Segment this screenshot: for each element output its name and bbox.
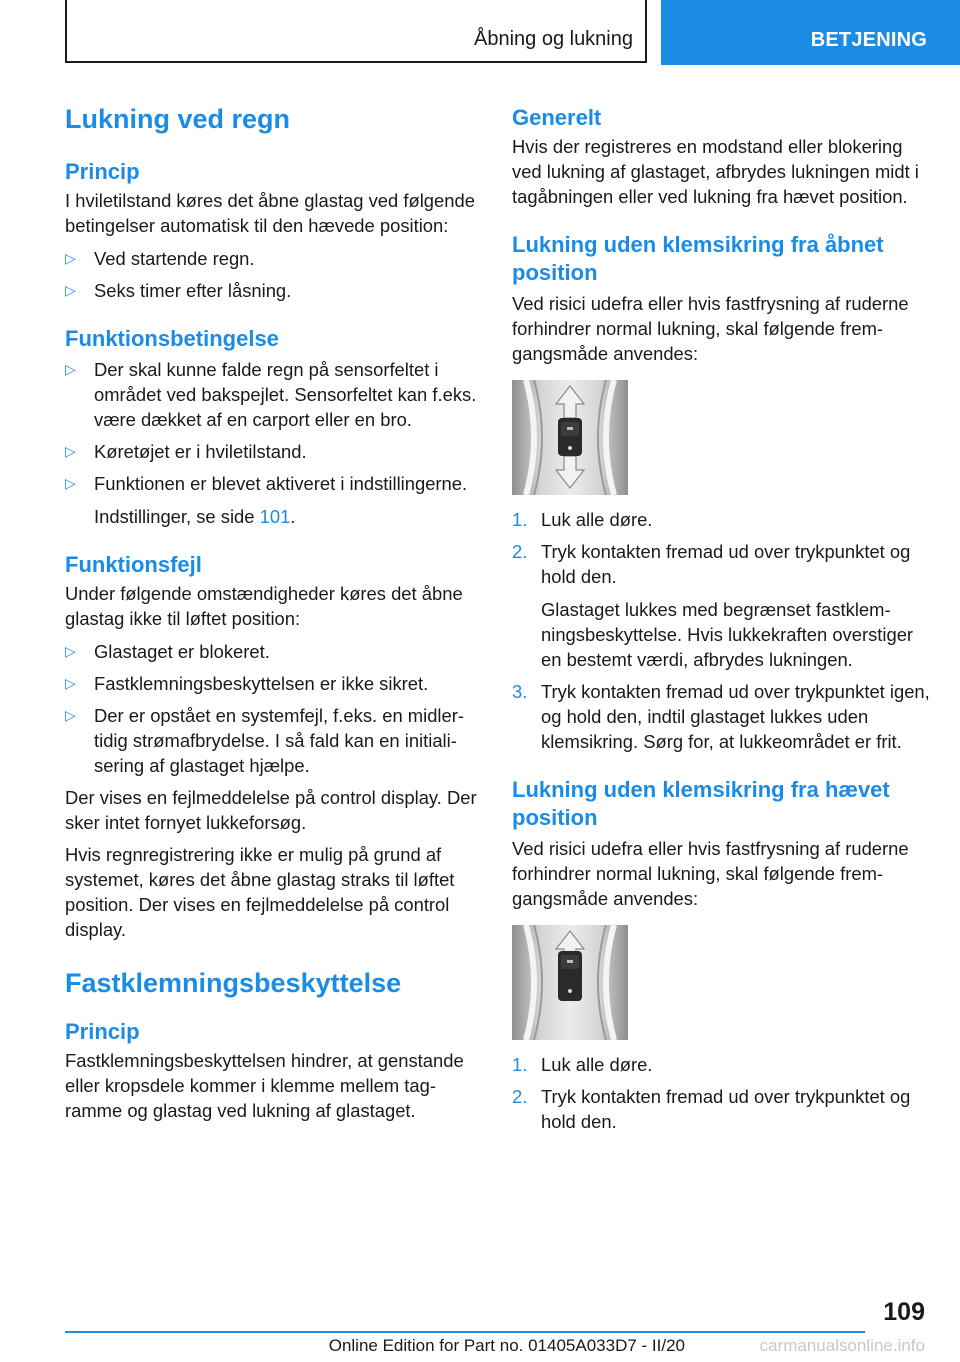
triangle-bullet-icon: ▷ bbox=[65, 282, 76, 298]
right-column bbox=[512, 100, 930, 1134]
footer-rule bbox=[65, 1331, 865, 1333]
list-item: 1. Luk alle døre. bbox=[512, 1054, 653, 1075]
list-item: ▷ Fastklemningsbeskyttelsen er ikke sikret. bbox=[65, 673, 429, 694]
list-item: ▷ Glastaget er blokeret. bbox=[65, 641, 270, 662]
heading-lukning-haevet: Lukning uden klemsikring fra hævet position bbox=[512, 777, 890, 830]
heading-princip: Princip bbox=[65, 159, 140, 184]
heading-lukning-aabnet: Lukning uden klemsikring fra åbnet position bbox=[512, 232, 884, 285]
funktionsfejl-list bbox=[65, 639, 480, 778]
haevet-text: Ved risici udefra eller hvis fastfrysning af ruderne forhindrer normal lukning, skal følgende fremgangsmåde anvendes: bbox=[512, 838, 909, 909]
section-title: Åbning og lukning bbox=[473, 28, 633, 50]
list-item: ▷ Funktionen er blevet aktiveret i indstillingerne. Indstillinger, se side 101. bbox=[65, 471, 480, 529]
aabnet-text: Ved risici udefra eller hvis fastfrysning af ruderne forhindrer normal lukning, skal følgende fremgangsmåde anvendes: bbox=[512, 293, 909, 364]
settings-reference: Indstillinger, se side 101. bbox=[94, 506, 296, 527]
left-column bbox=[65, 100, 480, 1123]
list-item: 3. Tryk kontakten fremad ud over trykpunktet igen, og hold den, indtil glastaget lukkes uden klemsikring. Sørg for, at lukkeområdet er frit. bbox=[512, 681, 930, 752]
heading-fastklemningsbeskyttelse: Fastklemningsbeskyttelse bbox=[65, 968, 402, 998]
generelt-text: Hvis der registreres en modstand eller blokering ved lukning af glastaget, afbrydes lukningen midt i tagåbningen eller ved lukning fra hævet position. bbox=[512, 136, 919, 207]
funktionsfejl-text: Under følgende omstændigheder køres det åbne glastag ikke til løftet position: bbox=[65, 583, 463, 629]
funktionsbetingelse-list bbox=[65, 357, 480, 529]
roof-switch-illustration-2 bbox=[512, 925, 628, 1040]
list-item: ▷ Der er opstået en systemfejl, f.eks. en midlertidig strømafbrydelse. I så fald kan en initialisering af glastaget hjælpe. bbox=[65, 705, 464, 776]
roof-switch-image bbox=[512, 380, 628, 495]
princip-list bbox=[65, 246, 480, 303]
triangle-bullet-icon: ▷ bbox=[65, 361, 76, 377]
list-item: ▷ Der skal kunne falde regn på sensorfeltet i området ved bakspejlet. Sensorfeltet kan f.eks. være dækket af en carport eller en bro. bbox=[65, 359, 477, 430]
roof-switch-image-2 bbox=[512, 925, 628, 1040]
triangle-bullet-icon: ▷ bbox=[65, 475, 76, 491]
princip2-text: Fastklemningsbeskyttelsen hindrer, at genstande eller kropsdele kommer i klemme mellem tagramme og glastag ved lukning af glastaget. bbox=[65, 1050, 464, 1121]
watermark: carmanualsonline.info bbox=[759, 1336, 925, 1355]
list-item: ▷ Seks timer efter låsning. bbox=[65, 280, 292, 301]
list-item: 2. Tryk kontakten fremad ud over trykpunktet og hold den. bbox=[512, 1086, 911, 1132]
funktionsfejl-para2: Hvis regnregistrering ikke er mulig på grund af systemet, køres det åbne glastag straks til løftet position. Der vises en fejlmeddelelse på control display. bbox=[65, 844, 455, 940]
heading-generelt: Generelt bbox=[512, 105, 602, 130]
heading-princip-2: Princip bbox=[65, 1019, 140, 1044]
triangle-bullet-icon: ▷ bbox=[65, 250, 76, 266]
list-item: 1. Luk alle døre. bbox=[512, 509, 653, 530]
triangle-bullet-icon: ▷ bbox=[65, 643, 76, 659]
aabnet-steps bbox=[512, 507, 930, 754]
triangle-bullet-icon: ▷ bbox=[65, 675, 76, 691]
heading-lukning-ved-regn: Lukning ved regn bbox=[65, 104, 291, 134]
chapter-tab-label: BETJENING bbox=[810, 29, 927, 51]
roof-switch-illustration bbox=[512, 380, 628, 495]
princip-text: I hviletilstand køres det åbne glastag ved følgende betingelser automatisk til den hævede position: bbox=[65, 190, 475, 236]
triangle-bullet-icon: ▷ bbox=[65, 707, 76, 723]
haevet-steps bbox=[512, 1052, 930, 1134]
list-item: ▷ Køretøjet er i hviletilstand. bbox=[65, 441, 307, 462]
edition-text: Online Edition for Part no. 01405A033D7 - II/20 bbox=[328, 1336, 685, 1355]
list-item: ▷ Ved startende regn. bbox=[65, 248, 255, 269]
list-item: 2. Tryk kontakten fremad ud over trykpunktet og hold den. Glastaget lukkes med begrænset fastklemningsbeskyttelse. Hvis lukkekraften overstiger en bestemt værdi, afbrydes lukningen. bbox=[512, 541, 914, 670]
heading-funktionsfejl: Funktionsfejl bbox=[65, 552, 202, 577]
header-box bbox=[65, 0, 647, 63]
page-number: 109 bbox=[883, 1298, 925, 1326]
page-link-101[interactable]: 101 bbox=[259, 506, 291, 527]
heading-funktionsbetingelse: Funktionsbetingelse bbox=[65, 326, 279, 351]
triangle-bullet-icon: ▷ bbox=[65, 443, 76, 459]
funktionsfejl-para1: Der vises en fejlmeddelelse på control display. Der sker intet fornyet lukkeforsøg. bbox=[65, 787, 477, 833]
chapter-tab bbox=[661, 0, 960, 65]
